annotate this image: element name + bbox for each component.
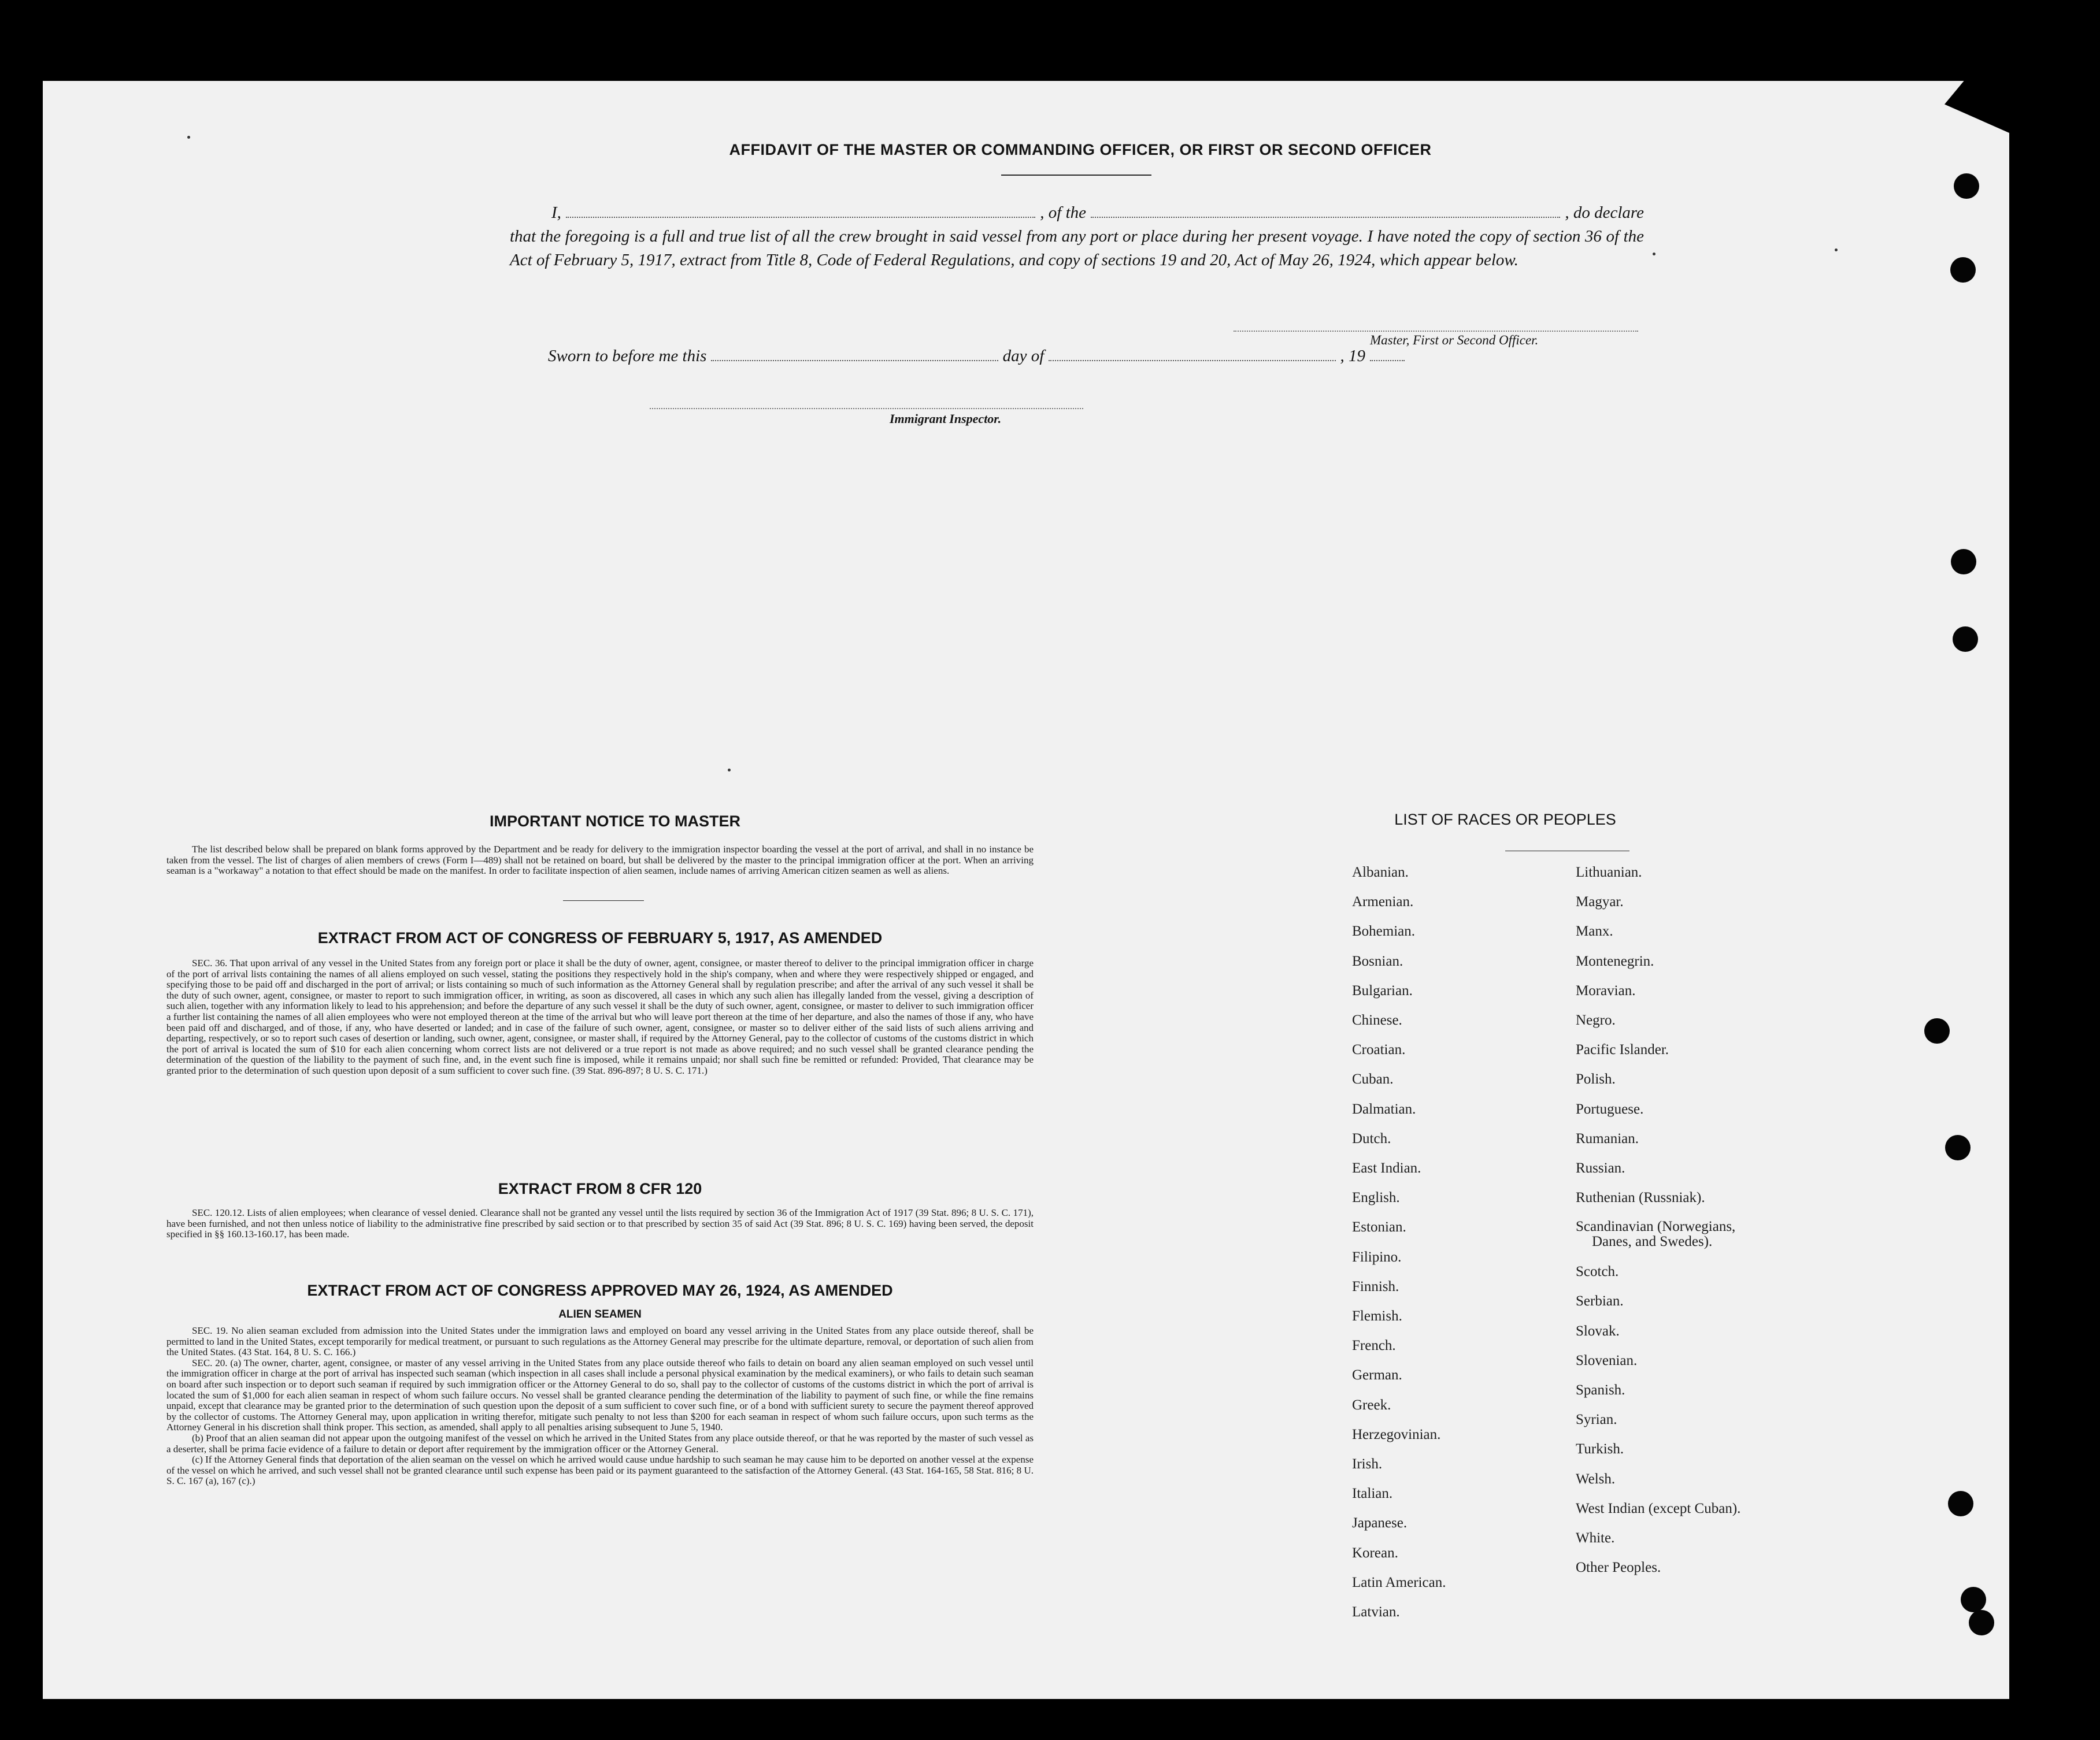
affidavit-title: AFFIDAVIT OF THE MASTER OR COMMANDING OFFICER, OR FIRST OR SECOND OFFICER (729, 141, 1432, 158)
race-item: Montenegrin. (1576, 953, 1654, 969)
race-item: English. (1352, 1190, 1400, 1206)
sec-20a-text: SEC. 20. (a) The owner, charter, agent, consignee, or master of any vessel arriving in the United States from any place outside thereof who fails to detain on board any alien seaman employed on such vessel until the immigration officer in charge at the port of arrival has inspected such seaman (which inspection in all cases shall include a personal physical examination by the medical examiners), or who fails to detain such seaman on board after such inspection or to deport such seaman if required by such immigration officer or the Attorney General to do so, shall pay to the collector of customs of the customs district in which the port of arrival is located the sum of $1,000 for each alien seaman in respect of whom such failure occurs. No vessel shall be granted clearance pending the determination of the liability to payment of such fine, or while the fine remains unpaid, except that clearance may be granted prior to the determination of such question upon the deposit of a sum sufficient to cover such fine, or of a bond with sufficient surety to secure the payment thereof approved by the collector of customs. The Attorney General may, upon application in writing therefor, mitigate such penalty to not less than $200 for each seaman in respect of whom such failure occurs, upon such terms as the Attorney General in his discretion shall think proper. This section, as amended, shall apply to all penalties arising subsequent to June 5, 1940. (166, 1357, 1034, 1433)
punch-hole (1969, 1610, 1994, 1635)
punch-hole (1948, 1491, 1973, 1516)
race-item: Negro. (1576, 1012, 1616, 1028)
race-item: Croatian. (1352, 1042, 1406, 1058)
race-item: East Indian. (1352, 1160, 1421, 1176)
race-item: Serbian. (1576, 1293, 1624, 1309)
race-item-label: Scandinavian (Norwegians, (1576, 1219, 1736, 1235)
torn-corner (1945, 81, 2009, 133)
sec-20c-text: (c) If the Attorney General finds that deportation of the alien seaman on the vessel on which he arrived would cause undue hardship to such seaman he may cause him to be deported on another vessel at the expense of the vessel on which he arrived, and such vessel shall not be granted clearance until such expense has been paid or its payment guaranteed to the satisfaction of the Attorney General. (43 Stat. 164-165, 58 Stat. 816; 8 U. S. C. 167 (a), 167 (c).) (166, 1454, 1034, 1487)
race-item: Welsh. (1576, 1471, 1616, 1487)
inspector-label: Immigrant Inspector. (890, 411, 1002, 426)
affidavit-of-the: , of the (1040, 203, 1087, 222)
race-item: Manx. (1576, 923, 1613, 940)
race-item: Chinese. (1352, 1012, 1402, 1028)
affidavit-do-declare: , do declare (1565, 203, 1644, 222)
master-label: Master, First or Second Officer. (1370, 333, 1539, 347)
affidavit-statement: that the foregoing is a full and true list of all the crew brought in said vessel from any port or place during her present voyage. I have noted the copy of section 36 of the Act of February 5, 1917, extract from Title 8, Code of Federal Regulations, and copy of sections 19 and 20, Act of May 26, 1924, which appear below. (510, 227, 1644, 269)
race-item: Slovak. (1576, 1323, 1620, 1339)
speck (187, 136, 190, 139)
race-item: Irish. (1352, 1456, 1383, 1472)
race-item: Estonian. (1352, 1219, 1406, 1236)
race-item: Turkish. (1576, 1441, 1624, 1457)
race-item: Syrian. (1576, 1412, 1617, 1428)
race-item: West Indian (except Cuban). (1576, 1500, 1741, 1516)
punch-hole (1924, 1018, 1950, 1044)
extract-1917-title: EXTRACT FROM ACT OF CONGRESS OF FEBRUARY 5, 1917, AS AMENDED (317, 929, 883, 947)
race-item: Korean. (1352, 1545, 1398, 1561)
race-item: Bosnian. (1352, 953, 1403, 969)
race-item: Slovenian. (1576, 1352, 1638, 1368)
extract-1917-text: SEC. 36. That upon arrival of any vessel in the United States from any foreign port or place it shall be the duty of owner, agent, consignee, or master thereof to deliver to the principal immigration officer in charge of the port of arrival lists containing the names of all aliens employed on such vessel, stating the positions they respectively hold in the ship's company, when and where they were respectively shipped or engaged, and specifying those to be paid off and discharged in the port of arrival; or lists containing so much of such information as the Attorney General shall by regulation prescribe; and after the arrival of any such vessel it shall be the duty of such owner, agent, consignee, or master to report to such immigration officer, in writing, as soon as discovered, all cases in which any such alien has illegally landed from the vessel, giving a description of such alien, together with any information likely to lead to his apprehension; and before the departure of any such vessel it shall be the duty of such owner, agent, consignee, or master to deliver to such immigration officer a further list containing the names of all alien employees who were not employed thereon at the time of the arrival but who will leave port thereon at the time of her departure, and also the names of those if any, who have been paid off and discharged, and of those, if any, who have deserted or landed; and in case of the failure of such owner, agent, consignee, or master so to deliver either of the said lists of such aliens arriving and departing, respectively, or so to report such cases of desertion or landing, such owner, agent, consignee, or master shall, if required by the Attorney General, pay to the collector of customs of the customs district in which the port of arrival is located the sum of $10 for each alien concerning whom correct lists are not delivered or a true report is not made as above required; and no such vessel shall be granted clearance pending the determination of the question of the liability to the payment of such fine, and, in the event such fine is imposed, while it remains unpaid; nor shall such fine be remitted or refunded: Provided, That clearance may be granted prior to the determination of such question upon deposit of a sum sufficient to cover such fine. (39 Stat. 896-897; 8 U. S. C. 171.) (166, 958, 1034, 1076)
sworn-year-field[interactable] (1370, 359, 1405, 361)
race-item: Moravian. (1576, 982, 1636, 999)
name-field[interactable] (566, 216, 1035, 218)
race-item: German. (1352, 1367, 1402, 1383)
races-title: LIST OF RACES OR PEOPLES (1394, 811, 1616, 828)
race-item: White. (1576, 1530, 1615, 1546)
punch-hole (1953, 626, 1978, 652)
race-item: Japanese. (1352, 1515, 1408, 1531)
race-item: Bulgarian. (1352, 982, 1413, 999)
race-item: Albanian. (1352, 865, 1409, 880)
race-item: Greek. (1352, 1397, 1391, 1413)
race-item: Rumanian. (1576, 1130, 1639, 1147)
race-item: Herzegovinian. (1352, 1426, 1441, 1442)
race-item (1576, 1219, 1784, 1249)
affidavit-body (510, 201, 1644, 272)
race-item: Armenian. (1352, 894, 1414, 910)
sworn-line (548, 347, 1409, 366)
notice-title: IMPORTANT NOTICE TO MASTER (490, 813, 740, 830)
race-item: Magyar. (1576, 894, 1624, 910)
sec-19-text: SEC. 19. No alien seaman excluded from admission into the United States under the immigration laws and employed on board any vessel arriving in the United States from any place outside thereof, shall be permitted to land in the United States, except temporarily for medical treatment, or pursuant to such regulations as the Attorney General may prescribe for the ultimate departure, removal, or deportation of such alien from the United States. (43 Stat. 164, 8 U. S. C. 166.) (166, 1325, 1034, 1358)
race-item: Lithuanian. (1576, 865, 1642, 880)
race-item: Dalmatian. (1352, 1101, 1416, 1117)
notice-text: The list described below shall be prepared on blank forms approved by the Department and be ready for delivery to the immigration inspector boarding the vessel at the port of arrival, and shall in no instance be taken from the vessel. The list of charges of alien members of crews (Form I—489) shall not be retained on board, but shall be delivered by the master to the principal immigration officer at the port. When an arriving seaman is a "workaway" a notation to that effect should be made on the manifest. In order to facilitate inspection of alien seamen, include names of arriving American citizen seamen as well as aliens. (166, 844, 1034, 877)
race-item: Ruthenian (Russniak). (1576, 1190, 1705, 1206)
race-item: Filipino. (1352, 1249, 1402, 1265)
extract-cfr-text: SEC. 120.12. Lists of alien employees; when clearance of vessel denied. Clearance shall not be granted any vessel until the lists required by section 36 of the Immigration Act of 1917 (39 Stat. 896; 8 U. S. C. 171), have been furnished, and not then unless notice of liability to the administrative fine prescribed by said section or to that prescribed by section 35 of said Act (39 Stat. 896; 8 U. S. C. 169) having been served, the deposit specified in §§ 160.13-160.17, has been made. (166, 1207, 1034, 1240)
punch-hole (1954, 173, 1979, 199)
race-item: Italian. (1352, 1486, 1393, 1502)
speck (1653, 253, 1655, 255)
punch-hole (1951, 549, 1976, 574)
race-item: French. (1352, 1338, 1396, 1354)
race-item: Portuguese. (1576, 1101, 1644, 1117)
inspector-signature-line[interactable] (650, 408, 1083, 409)
extract-1924-title: EXTRACT FROM ACT OF CONGRESS APPROVED MAY 26, 1924, AS AMENDED (307, 1282, 893, 1299)
punch-hole (1945, 1135, 1971, 1160)
race-item: Spanish. (1576, 1382, 1625, 1398)
race-item: Flemish. (1352, 1308, 1402, 1324)
alien-seamen-subtitle: ALIEN SEAMEN (558, 1308, 642, 1320)
document-sheet (43, 81, 2009, 1699)
master-signature-line[interactable] (1234, 331, 1638, 332)
race-item: Scotch. (1576, 1264, 1619, 1280)
race-item: Polish. (1576, 1071, 1616, 1088)
sworn-month-field[interactable] (1049, 359, 1335, 361)
punch-hole (1950, 257, 1976, 283)
sec-20b-text: (b) Proof that an alien seaman did not appear upon the outgoing manifest of the vessel on which he arrived in the United States from any place outside thereof, or that he was reported by the master of such vessel as a deserter, shall be prima facie evidence of a failure to detain or deport after requirement by the immigration officer or the Attorney General. (166, 1432, 1034, 1455)
race-item: Russian. (1576, 1160, 1625, 1176)
race-item: Latvian. (1352, 1604, 1400, 1620)
race-item-continuation: Danes, and Swedes). (1592, 1234, 1713, 1250)
punch-hole (1961, 1587, 1986, 1612)
title-rule (1001, 175, 1151, 176)
sworn-day-field[interactable] (711, 359, 998, 361)
race-item: Latin American. (1352, 1574, 1446, 1590)
speck (728, 769, 731, 771)
affidavit-i: I, (551, 203, 561, 222)
race-item: Other Peoples. (1576, 1560, 1661, 1576)
race-item: Cuban. (1352, 1071, 1394, 1088)
notice-rule (563, 900, 644, 901)
day-of-text: day of (1002, 347, 1045, 365)
speck (1835, 248, 1838, 251)
race-item: Dutch. (1352, 1130, 1391, 1147)
vessel-field[interactable] (1091, 216, 1560, 218)
extract-cfr-title: EXTRACT FROM 8 CFR 120 (498, 1180, 702, 1197)
year-text: , 19 (1340, 347, 1366, 365)
race-item: Finnish. (1352, 1278, 1399, 1294)
sworn-text: Sworn to before me this (548, 347, 707, 365)
race-item: Pacific Islander. (1576, 1042, 1669, 1058)
extract-1924-text (166, 1326, 1034, 1487)
race-item: Bohemian. (1352, 923, 1416, 940)
